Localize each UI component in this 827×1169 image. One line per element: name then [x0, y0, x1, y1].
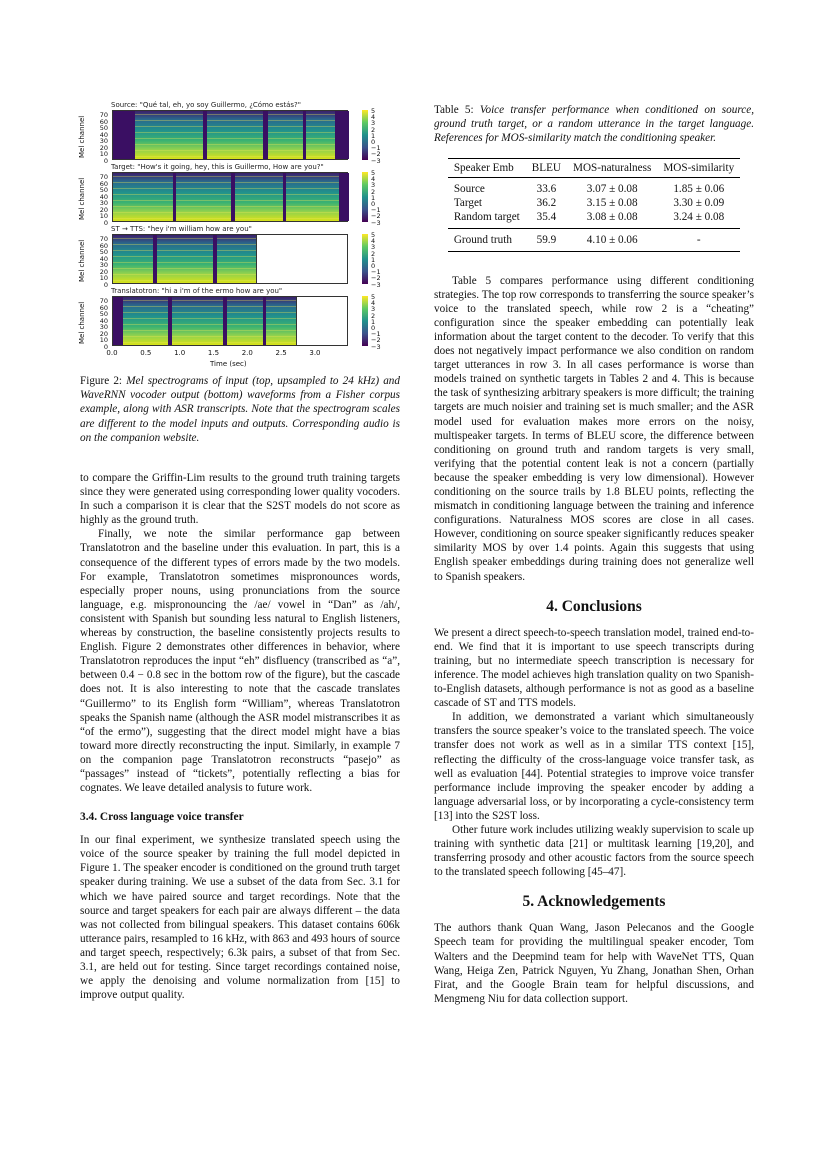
left-column [80, 92, 400, 1002]
colorbar-tick-label: 1 [371, 255, 376, 264]
table-cell: 36.2 [536, 196, 557, 209]
y-tick-label: 20 [99, 143, 108, 152]
table-row-ground-truth [448, 228, 740, 251]
x-tick-label: 0.0 [106, 349, 118, 357]
x-axis-label: Time (sec) [210, 360, 247, 368]
table-header-cell: MOS-naturalness [567, 158, 657, 177]
colorbar-tick-label: −1 [371, 330, 381, 339]
x-tick-label: 1.0 [174, 349, 186, 357]
yticks-2 [94, 174, 108, 226]
paragraph: Finally, we note the similar performance gap between Translatotron and the baseline under this evaluation. In part, this is a consequence of the different types of errors made by the two models. For example, Translatotron sometimes mispronounces words, especially proper nouns, using pronunciations from the source language, e.g. mispronouncing the /ae/ vowel in “Dan” as /ah/, consistent with Spanish but sounding less natural to English listeners, whereas by construction, the baseline consistently projects results to English. Figure 2 demonstrates other differences in behavior, where Translatotron reproduces the input “eh” disfluency (transcribed as “a”, between 0.4 − 0.8 sec in the bottom row of the figure), but the cascade does not. It is also interesting to note that the cascade translates “Guillermo” to its English form “William”, whereas Translatotron speaks the Spanish name (although the ASR model mistranscribes it as “of the ermo”), suggesting that the direct model might have a bias toward more directly reconstructing the input. Similarly, in example 7 on the companion page Translatotron reconstructs “pasejo” as “passages” instead of “tickets”, potentially reflecting a bias for cognates. We leave detailed analysis to future work. [80, 528, 400, 795]
panel-title-target: Target: "How's it going, hey, this is Guillermo, How are you?" [111, 163, 324, 171]
section-3-4-heading: 3.4. Cross language voice transfer [80, 811, 244, 824]
table-header-cell: Speaker Emb [448, 158, 526, 177]
table-cell: 3.07 ± 0.08 [586, 182, 638, 195]
conclusions-heading: 4. Conclusions [546, 597, 642, 615]
y-tick-label: 60 [99, 179, 108, 188]
table-row [448, 177, 740, 196]
y-tick-label: 70 [99, 173, 108, 181]
colorbar-tick-label: 5 [371, 293, 376, 301]
colorbar-tick-label: 1 [371, 317, 376, 326]
paragraph: Other future work includes utilizing weakly supervision to scale up training with synthetic data [21] or multitask learning [19,20], and transferring prosody and other acoustic factors from the source speech to the translated speech following [45–47]. [434, 823, 754, 879]
panel-title-source: Source: "Qué tal, eh, yo soy Guillermo, ¿Cómo estás?" [111, 101, 301, 109]
colorbar-ticks-4 [371, 294, 381, 350]
y-tick-label: 40 [99, 316, 108, 325]
table-cell: 1.85 ± 0.06 [673, 182, 725, 195]
colorbar-tick-label: 2 [371, 125, 376, 134]
colorbar-tick-label: 2 [371, 311, 376, 320]
panel-ylabel: Mel channel [78, 239, 86, 282]
y-tick-label: 10 [99, 150, 108, 158]
table-cell: 59.9 [526, 228, 567, 251]
table-cell: 3.08 ± 0.08 [586, 210, 638, 223]
y-tick-label: 70 [99, 297, 108, 305]
colorbar-tick-label: −2 [371, 274, 381, 283]
x-tick-label: 0.5 [140, 349, 152, 357]
colorbar-tick-label: 0 [371, 138, 376, 147]
y-tick-label: 70 [99, 111, 108, 119]
y-tick-label: 20 [99, 329, 108, 338]
paragraph: The authors thank Quan Wang, Jason Pelecanos and the Google Speech team for providing the multilingual speaker encoder, Tom Walters and the Deepmind team for help with WaveNet TTS, Quan Wang, Heiga Zen, Patrick Nguyen, Yu Zhang, Jonathan Shen, Orhan Firat, and the Google Brain team for helpful discussions, and Mengmeng Niu for data collection support. [434, 922, 754, 1005]
colorbar-tick-label: 3 [371, 243, 376, 252]
paragraph: We present a direct speech-to-speech translation model, trained end-to-end. We find that it is important to use speech transcripts during training, but no intermediate speech transcription is necessary for inference. The model achieves high translation quality on two Spanish-to-English datasets, although performance is not as good as a baseline cascade of ST and TTS models. [434, 626, 754, 710]
colorbar-tick-label: −2 [371, 212, 381, 221]
y-tick-label: 30 [99, 261, 108, 269]
y-tick-label: 40 [99, 130, 108, 139]
colorbar-ticks-2 [371, 170, 381, 226]
y-tick-label: 10 [99, 274, 108, 282]
spectrogram-translatotron [112, 296, 348, 346]
colorbar-tick-label: 2 [371, 187, 376, 196]
y-tick-label: 30 [99, 199, 108, 207]
yticks-4 [94, 298, 108, 350]
colorbar-tick-label: −3 [371, 156, 381, 165]
table-header-cell: MOS-similarity [657, 158, 740, 177]
y-tick-label: 50 [99, 310, 108, 318]
colorbar-ticks-1 [371, 108, 381, 164]
colorbar-tick-label: 5 [371, 169, 376, 177]
y-tick-label: 0 [103, 156, 108, 165]
colorbar-tick-label: −3 [371, 342, 381, 351]
y-tick-label: 0 [103, 218, 108, 227]
y-tick-label: 0 [103, 280, 108, 289]
right-column [434, 103, 754, 1006]
table-5-label: Table 5: [434, 104, 474, 116]
table-cell: Ground truth [448, 228, 526, 251]
y-tick-label: 70 [99, 235, 108, 243]
x-tick-label: 2.5 [275, 349, 287, 357]
yticks-3 [94, 236, 108, 288]
figure-2-label: Figure 2: [80, 375, 123, 387]
paragraph: In addition, we demonstrated a variant which simultaneously transfers the source speaker’s voice to the translated speech. The voice transfer does not work as well as in a similar TTS context [15], reflecting the difficulty of the cross-language voice transfer task, as well as evaluation [44]. Potential strategies to improve voice transfer performance include improving the speaker encoder by adding a language adversarial loss, or by incorporating a cycle-consistency term [13] into the S2ST loss. [434, 711, 754, 822]
table-header-row [448, 158, 740, 177]
table-cell: 3.24 ± 0.08 [673, 210, 725, 223]
colorbar-tick-label: −1 [371, 268, 381, 277]
colorbar-tick-label: 4 [371, 237, 376, 246]
table-cell: 4.10 ± 0.06 [567, 228, 657, 251]
colorbar-tick-label: −1 [371, 144, 381, 153]
table-cell: Random target [453, 210, 520, 223]
y-tick-label: 0 [103, 342, 108, 351]
table-cell: Source [453, 182, 485, 195]
colorbar-tick-label: −3 [371, 280, 381, 289]
y-tick-label: 60 [99, 117, 108, 126]
colorbar-tick-label: 3 [371, 305, 376, 314]
y-tick-label: 60 [99, 303, 108, 312]
colorbar-tick-label: 1 [371, 131, 376, 140]
colorbar-tick-label: 1 [371, 193, 376, 202]
y-tick-label: 30 [99, 137, 108, 145]
y-tick-label: 10 [99, 336, 108, 344]
table-cell: Target [453, 196, 483, 209]
colorbar-tick-label: 4 [371, 299, 376, 308]
y-tick-label: 20 [99, 267, 108, 276]
table-cell: 3.15 ± 0.08 [586, 196, 638, 209]
colorbar-3 [362, 234, 368, 284]
table-cell: 33.6 [536, 182, 557, 195]
spectrogram-target [112, 172, 348, 222]
colorbar-1 [362, 110, 368, 160]
colorbar-tick-label: 3 [371, 119, 376, 128]
colorbar-tick-label: 0 [371, 324, 376, 333]
y-tick-label: 50 [99, 124, 108, 132]
colorbar-tick-label: 2 [371, 249, 376, 258]
table-5-caption-text: Voice transfer performance when conditioned on source, ground truth target, or a random utterance in the target language. References for MOS-similarity match the conditioning speaker. [434, 104, 755, 145]
figure-2-caption [80, 374, 400, 445]
colorbar-tick-label: 5 [371, 231, 376, 239]
table-row [448, 210, 740, 229]
figure-2-spectrograms [80, 92, 400, 372]
table-cell: - [657, 228, 740, 251]
panel-title-translatotron: Translatotron: "hi a i'm of the ermo how are you" [111, 287, 283, 295]
panel-ylabel: Mel channel [78, 115, 86, 158]
acknowledgements-heading: 5. Acknowledgements [522, 893, 666, 911]
y-tick-label: 50 [99, 248, 108, 256]
colorbar-tick-label: −2 [371, 336, 381, 345]
spectrogram-source [112, 110, 348, 160]
colorbar-tick-label: −1 [371, 206, 381, 215]
table-5-caption [434, 103, 754, 146]
colorbar-tick-label: 4 [371, 175, 376, 184]
table-cell: 3.30 ± 0.09 [673, 196, 725, 209]
colorbar-2 [362, 172, 368, 222]
colorbar-4 [362, 296, 368, 346]
colorbar-tick-label: 0 [371, 262, 376, 271]
paragraph: Table 5 compares performance using different conditioning strategies. The top row corresponds to transferring the source speaker’s voice to the translated speech, while row 2 is a “cheating” configuration since the speaker embedding can potentially leak information about the target content to the decoder. To verify that this does not negatively impact performance we also condition on random target utterances in row 3. In all cases performance is worse than models trained on synthetic targets in Tables 2 and 4. This is because the task of synthesizing arbitrary speakers is more difficult; the training targets are much noisier and training set is much smaller; and the ASR model used for evaluation makes more errors on the noisy, multispeaker targets. In terms of BLEU score, the difference between conditioning on ground truth and random targets is very small, verifying that the potential content leak is not a concern (partially because the speaker embedding is very low dimensional). However conditioning on the source trails by 1.8 BLEU points, reflecting the mismatch in conditioning language between the training and inference configurations. Naturalness MOS scores are close in all cases. However, conditioning on source speaker significantly reduces speaker similarity MOS by over 1.4 points. Again this suggests that using English speaker embeddings during training does not generalize well to Spanish speakers. [434, 274, 754, 583]
x-tick-label: 2.0 [241, 349, 253, 357]
panel-ylabel: Mel channel [78, 301, 86, 344]
x-tick-label: 1.5 [207, 349, 220, 357]
panel-title-st-tts: ST → TTS: "hey i'm william how are you" [111, 225, 252, 233]
panel-ylabel: Mel channel [78, 177, 86, 220]
table-5 [448, 158, 740, 252]
spectrogram-st-tts [112, 234, 348, 284]
table-cell: 35.4 [536, 210, 557, 223]
paragraph: In our final experiment, we synthesize translated speech using the voice of the source speaker by training the full model depicted in Figure 1. The speaker encoder is conditioned on the ground truth target speaker during training. We use a subset of the data from Sec. 3.1 for which we have paired source and target recordings. Note that the source and target speakers for each pair are always different – the data was not collected from bilingual speakers. This dataset contains 606k utterance pairs, resampled to 16 kHz, with 863 and 493 hours of source and target speech, respectively; 6.3k pairs, a subset of that from Sec. 3.1, are held out for testing. Since target recordings contained noise, we apply the denoising and volume normalization from [15] to improve output quality. [80, 834, 400, 1002]
colorbar-tick-label: −3 [371, 218, 381, 227]
yticks-1 [94, 112, 108, 164]
y-tick-label: 40 [99, 254, 108, 263]
paragraph: to compare the Griffin-Lim results to the ground truth training targets since they were generated using corresponding lower quality vocoders. In such a comparison it is clear that the S2ST models do not score as highly as the ground truth. [80, 472, 400, 527]
colorbar-tick-label: 3 [371, 181, 376, 190]
y-tick-label: 50 [99, 186, 108, 194]
colorbar-tick-label: 4 [371, 113, 376, 122]
colorbar-ticks-3 [371, 232, 381, 288]
figure-2-caption-text: Mel spectrograms of input (top, upsampled to 24 kHz) and WaveRNN vocoder output (bottom) waveforms from a Fisher corpus example, along with ASR transcripts. Note that the spectrogram scales are different to the model inputs and outputs. Corresponding audio is on the companion website. [80, 375, 400, 444]
y-tick-label: 20 [99, 205, 108, 214]
colorbar-tick-label: 5 [371, 107, 376, 115]
y-tick-label: 40 [99, 192, 108, 201]
y-tick-label: 30 [99, 323, 108, 331]
x-axis-ticks [106, 349, 348, 359]
x-tick-label: 3.0 [309, 349, 321, 357]
colorbar-tick-label: 0 [371, 200, 376, 209]
colorbar-tick-label: −2 [371, 150, 381, 159]
table-row [448, 196, 740, 210]
table-header-cell: BLEU [526, 158, 567, 177]
y-tick-label: 60 [99, 241, 108, 250]
y-tick-label: 10 [99, 212, 108, 220]
